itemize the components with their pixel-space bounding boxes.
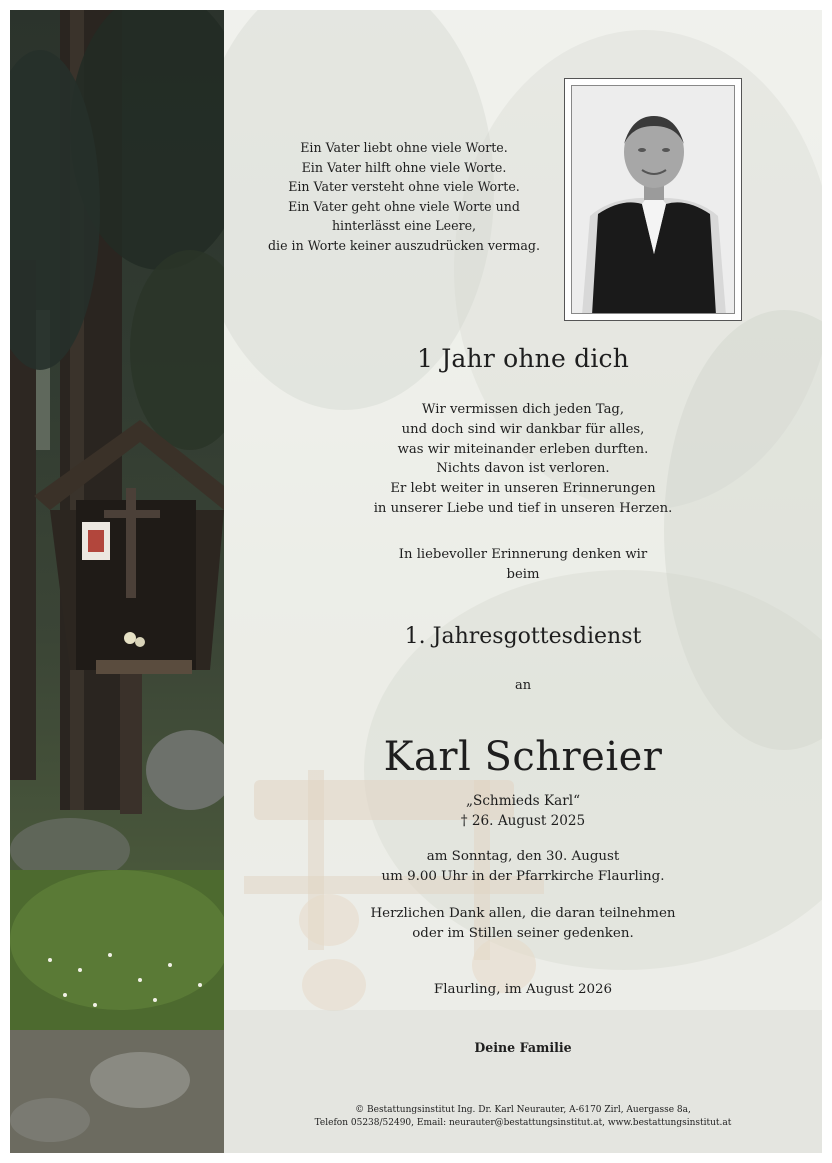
verse-line: Er lebt weiter in unseren Erinnerungen [390,481,656,497]
nickname: „Schmieds Karl“ [465,793,581,809]
memory-line: beim [506,566,540,582]
poem-line: Ein Vater versteht ohne viele Worte. [288,179,520,194]
forest-shrine-image [10,10,224,1153]
man-portrait-image [572,86,735,314]
poem-line: hinterlässt eine Leere, [331,218,477,233]
portrait-photo [571,85,735,314]
death-date: † 26. August 2025 [460,812,586,829]
service-details [224,847,822,886]
thanks-line: oder im Stillen seiner gedenken. [412,925,634,941]
year-heading: 1 Jahr ohne dich [416,344,630,373]
verse-line: und doch sind wir dankbar für alles, [401,421,645,437]
place-date: Flaurling, im August 2026 [433,982,613,997]
poem-block [254,138,554,255]
service-title: 1. Jahresgottesdienst [404,624,642,649]
verse-block [224,400,822,519]
connector-text: an [514,678,532,693]
poem-line: Ein Vater liebt ohne viele Worte. [300,140,508,155]
thanks-block [224,904,822,943]
footer [224,1104,822,1130]
memory-line: In liebevoller Erinnerung denken wir [398,547,648,562]
poem-line: Ein Vater geht ohne viele Worte und [288,198,520,214]
service-line: um 9.00 Uhr in der Pfarrkirche Flaurling. [381,868,665,884]
verse-line: Wir vermissen dich jeden Tag, [421,402,625,417]
memory-block [224,545,822,585]
verse-line: Nichts davon ist verloren. [436,461,610,477]
verse-line: in unserer Liebe und tief in unseren Herzen. [373,500,673,516]
poem-line: die in Worte keiner auszudrücken vermag. [268,237,540,253]
memorial-card [10,10,822,1153]
thanks-line: Herzlichen Dank allen, die daran teilnehmen [370,906,676,921]
footer-line: © Bestattungsinstitut Ing. Dr. Karl Neurauter, A-6170 Zirl, Auergasse 8a, [355,1105,691,1115]
wayside-shrine-photo [10,10,224,1153]
footer-line: Telefon 05238/52490, Email: neurauter@bestattungsinstitut.at, www.bestattungsinstitut.at [314,1118,732,1128]
service-line: am Sonntag, den 30. August [426,849,620,864]
deceased-details [224,792,822,831]
verse-line: was wir miteinander erleben durften. [397,441,649,457]
deceased-name: Karl Schreier [383,734,663,780]
poem-line: Ein Vater hilft ohne viele Worte. [301,159,507,175]
portrait-frame [564,78,742,321]
signature: Deine Familie [474,1040,572,1055]
